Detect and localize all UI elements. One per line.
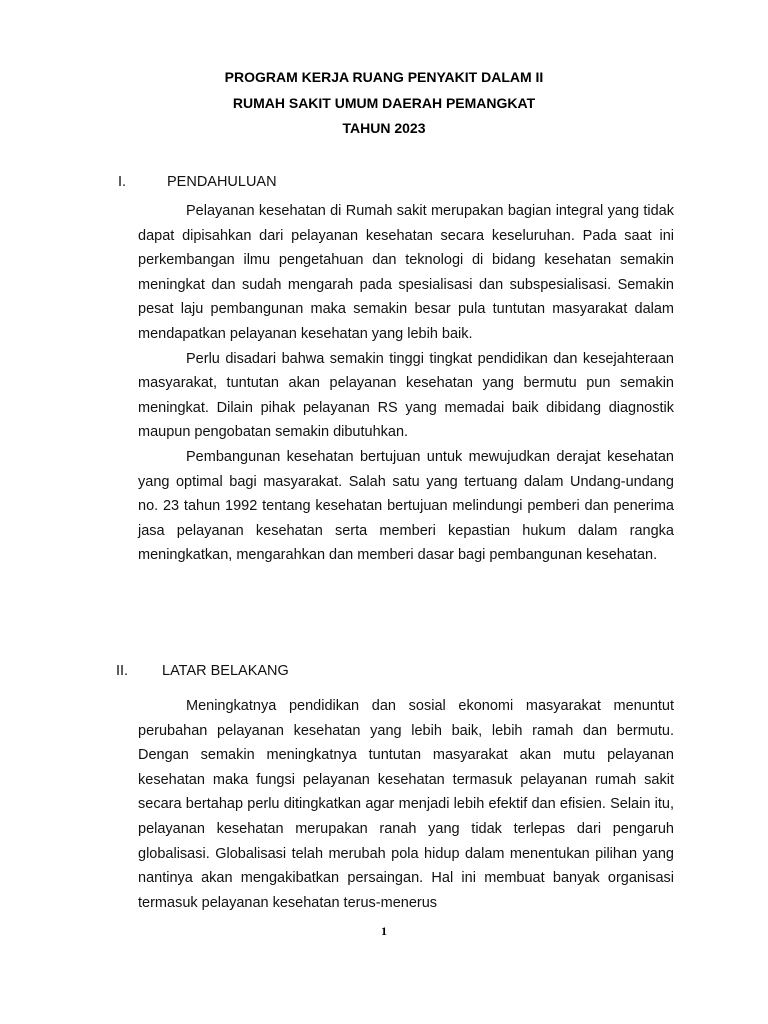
section-number: I.	[118, 174, 127, 190]
section-title: LATAR BELAKANG	[162, 663, 289, 679]
section-body-latar-belakang	[138, 694, 674, 915]
section-title: PENDAHULUAN	[167, 174, 277, 190]
paragraph: Pembangunan kesehatan bertujuan untuk mewujudkan derajat kesehatan yang optimal bagi masyarakat. Salah satu yang tertuang dalam Undang-undang no. 23 tahun 1992 tentang kesehatan bertujuan melindungi pemberi dan penerima jasa pelayanan kesehatan serta memberi kepastian hukum dalam rangka meningkatkan, mengarahkan dan memberi dasar bagi pembangunan kesehatan.	[138, 448, 674, 564]
section-number: II.	[116, 663, 129, 679]
document-title-line-2: RUMAH SAKIT UMUM DAERAH PEMANGKAT	[232, 95, 536, 111]
section-heading-latar-belakang	[0, 662, 768, 680]
document-title-line-3: TAHUN 2023	[342, 120, 426, 136]
section-heading-pendahuluan	[0, 173, 768, 191]
paragraph: Pelayanan kesehatan di Rumah sakit merupakan bagian integral yang tidak dapat dipisahkan dari pelayanan kesehatan secara keseluruhan. Pada saat ini perkembangan ilmu pengetahuan dan teknologi di bidang kesehatan semakin meningkat dan sudah mengarah pada spesialisasi dan subspesialisasi. Semakin pesat laju pembangunan maka semakin besar pula tuntutan masyarakat dalam mendapatkan pelayanan kesehatan yang lebih baik.	[138, 203, 674, 342]
document-title-line-1: PROGRAM KERJA RUANG PENYAKIT DALAM II	[224, 69, 544, 85]
paragraph: Perlu disadari bahwa semakin tinggi tingkat pendidikan dan kesejahteraan masyarakat, tuntutan akan pelayanan kesehatan yang bermutu pun semakin meningkat. Dilain pihak pelayanan RS yang memadai baik dibidang diagnostik maupun pengobatan semakin dibutuhkan.	[138, 350, 674, 441]
section-body-pendahuluan	[138, 199, 674, 568]
page-number: 1	[381, 924, 387, 938]
paragraph: Meningkatnya pendidikan dan sosial ekonomi masyarakat menuntut perubahan pelayanan kesehatan yang lebih baik, lebih ramah dan bermutu. Dengan semakin meningkatnya tuntutan masyarakat akan mutu pelayanan kesehatan maka fungsi pelayanan kesehatan termasuk pelayanan rumah sakit secara bertahap perlu ditingkatkan agar menjadi lebih efektif dan efisien. Selain itu, pelayanan kesehatan merupakan ranah yang tidak terlepas dari pengaruh globalisasi. Globalisasi telah merubah pola hidup dalam menentukan pilihan yang nantinya akan mengakibatkan persaingan. Hal ini membuat banyak organisasi termasuk pelayanan kesehatan terus-menerus	[138, 698, 674, 911]
